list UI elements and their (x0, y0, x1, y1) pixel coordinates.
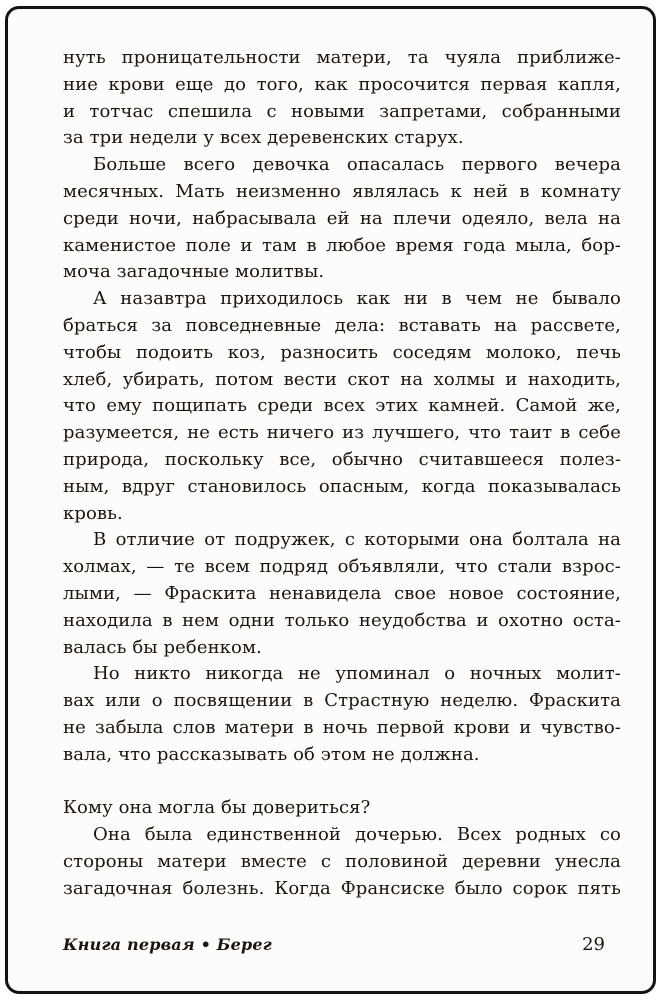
text-block (63, 45, 621, 903)
text-line: вала, что рассказывать об этом не должна. (63, 743, 480, 765)
text-line: А назавтра приходилось как ни в чем не бывало (93, 288, 621, 310)
text-line: что ему пощипать среди всех этих камней. Самой же, (63, 395, 621, 417)
text-line: природа, поскольку все, обычно считавшееся полез- (63, 448, 621, 470)
text-line: Она была единственной дочерью. Всех родных со (93, 824, 621, 846)
text-line: холмах, — те всем подряд объявляли, что стали взрос- (63, 556, 621, 578)
text-line: лыми, — Фраскита ненавидела свое новое состояние, (63, 582, 621, 604)
text-line: загадочная болезнь. Когда Франсиске было сорок пять (63, 877, 621, 899)
paragraph (63, 45, 621, 152)
text-line: валась бы ребенком. (63, 636, 262, 658)
paragraph (63, 661, 621, 768)
text-line: вах или о посвящении в Страстную неделю. Фраскита (63, 690, 621, 712)
paragraph (63, 152, 621, 286)
text-line: каменистое поле и там в любое время года мыла, бор- (63, 234, 621, 256)
text-line: В отличие от подружек, с которыми она болтала на (93, 529, 621, 551)
text-line: хлеб, убирать, потом вести скот на холмы и находить, (63, 368, 621, 390)
text-line: моча загадочные молитвы. (63, 261, 325, 283)
paragraph (63, 822, 621, 902)
footer-page-number: 29 (582, 934, 605, 955)
text-line: разумеется, не есть ничего из лучшего, что таит в себе (63, 422, 621, 444)
text-line: находила в нем одни только неудобства и охотно оста- (63, 609, 621, 631)
text-line: и тотчас спешила с новыми запретами, собранными (63, 100, 621, 122)
text-line: среди ночи, набрасывала ей на плечи одеяло, вела на (63, 207, 621, 229)
text-line: месячных. Мать неизменно являлась к ней в комнату (63, 180, 621, 202)
text-line: за три недели у всех деревенских старух. (63, 127, 464, 149)
paragraph (63, 795, 621, 822)
text-line: ным, вдруг становилось опасным, когда показывалась (63, 475, 621, 497)
text-line: Кому она могла бы довериться? (63, 797, 371, 819)
page-footer (63, 934, 605, 955)
text-line: стороны матери вместе с половиной деревни унесла (63, 850, 621, 872)
page-frame (5, 6, 656, 994)
paragraph (63, 527, 621, 661)
footer-book-part-title: Книга первая • Берег (63, 935, 272, 954)
text-line: Больше всего девочка опасалась первого вечера (93, 154, 621, 176)
text-line: ние крови еще до того, как просочится первая капля, (63, 73, 621, 95)
text-line: кровь. (63, 502, 123, 524)
text-line: чтобы подоить коз, разносить соседям молоко, печь (63, 341, 621, 363)
text-line: Но никто никогда не упоминал о ночных молит- (93, 663, 621, 685)
text-line: не забыла слов матери в ночь первой крови и чувство- (63, 716, 621, 738)
paragraph (63, 286, 621, 527)
text-line: нуть проницательности матери, та чуяла приближе- (63, 47, 621, 68)
text-line: браться за повседневные дела: вставать на рассвете, (63, 314, 621, 336)
